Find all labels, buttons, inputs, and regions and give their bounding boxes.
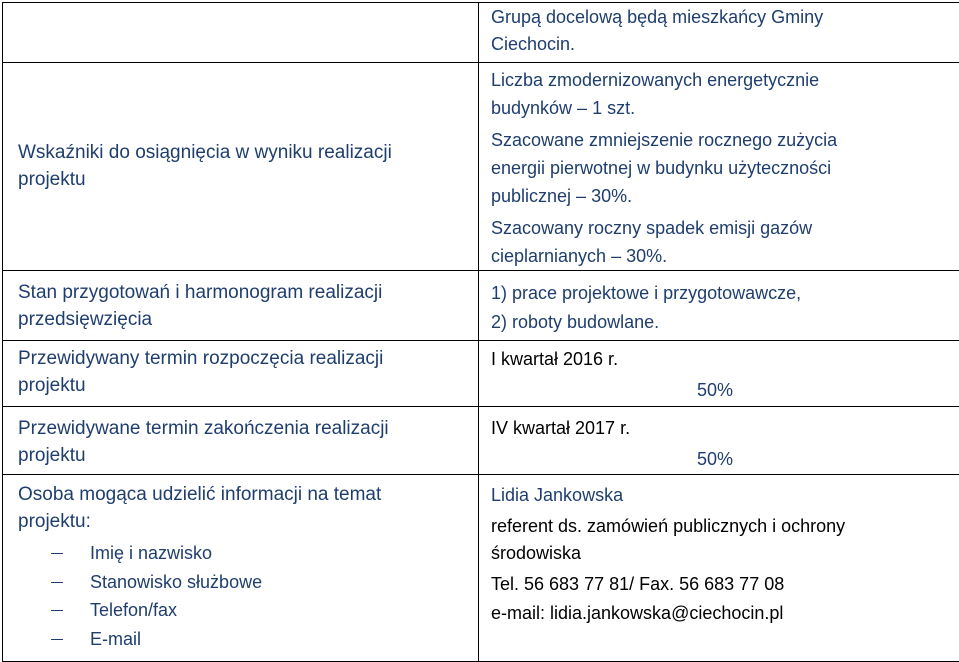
dash-marker: [51, 610, 63, 611]
indicator-buildings-line-1: Liczba zmodernizowanych energetycznie: [491, 70, 820, 90]
contact-field-phone: Telefon/fax: [90, 600, 178, 620]
contact-phone: Tel. 56 683 77 81/ Fax. 56 683 77 08: [491, 574, 785, 594]
indicator-emission-line-2: cieplarnianych – 30%.: [491, 246, 668, 266]
indicator-energy-line-1: Szacowane zmniejszenie rocznego zużycia: [491, 130, 838, 150]
preparation-step-1: 1) prace projektowe i przygotowawcze,: [491, 283, 802, 303]
end-percent: 50%: [697, 449, 734, 469]
contact-field-position: Stanowisko służbowe: [90, 572, 263, 592]
cell-target-label: [3, 3, 479, 63]
preparation-step-2: 2) roboty budowlane.: [491, 312, 660, 332]
dash-marker: [51, 582, 63, 583]
end-label-line-2: projektu: [18, 445, 86, 466]
preparation-label-line-2: przedsięwzięcia: [18, 309, 153, 330]
target-group-line-1: Grupą docelową będą mieszkańcy Gminy: [491, 7, 824, 27]
start-label-line-2: projektu: [18, 375, 86, 396]
indicators-label-line-2: projektu: [18, 169, 86, 190]
indicator-energy-line-3: publicznej – 30%.: [491, 186, 633, 206]
dash-marker: [51, 553, 63, 554]
target-group-line-2: Ciechocin.: [491, 34, 576, 54]
end-label-line-1: Przewidywane termin zakończenia realizacji: [18, 418, 389, 439]
contact-position-line-1: referent ds. zamówień publicznych i ochrony: [491, 516, 846, 536]
end-date-value: IV kwartał 2017 r.: [491, 418, 631, 438]
contact-position-line-2: środowiska: [491, 543, 582, 563]
dash-marker: [51, 639, 63, 640]
contact-label-line-2: projektu:: [18, 511, 91, 532]
contact-label-line-1: Osoba mogąca udzielić informacji na temat: [18, 484, 382, 505]
indicator-energy-line-2: energii pierwotnej w budynku użyteczności: [491, 158, 832, 178]
contact-field-name: Imię i nazwisko: [90, 543, 213, 563]
preparation-label-line-1: Stan przygotowań i harmonogram realizacji: [18, 282, 383, 303]
indicator-emission-line-1: Szacowany roczny spadek emisji gazów: [491, 218, 813, 238]
start-date-value: I kwartał 2016 r.: [491, 349, 619, 369]
start-percent: 50%: [697, 380, 734, 400]
start-label-line-1: Przewidywany termin rozpoczęcia realizacji: [18, 348, 384, 369]
indicator-buildings-line-2: budynków – 1 szt.: [491, 98, 636, 118]
contact-field-email: E-mail: [90, 629, 142, 649]
indicators-label-line-1: Wskaźniki do osiągnięcia w wyniku realizacji: [18, 142, 392, 163]
contact-name: Lidia Jankowska: [491, 485, 624, 505]
contact-email: e-mail: lidia.jankowska@ciechocin.pl: [491, 603, 784, 623]
